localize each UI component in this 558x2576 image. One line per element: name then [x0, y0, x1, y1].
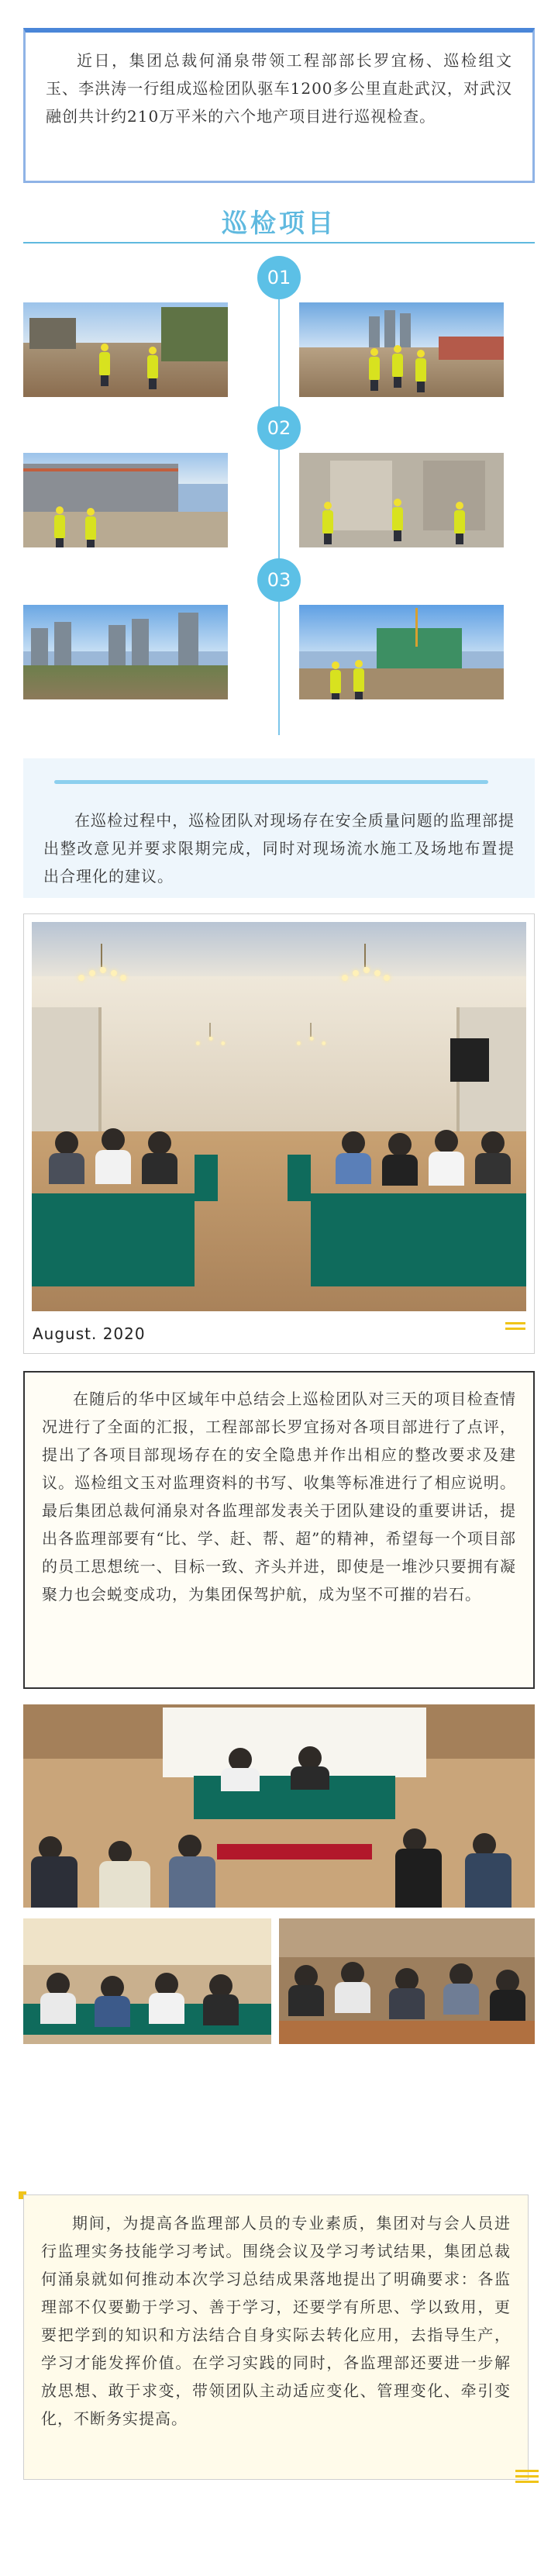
timeline-step-3: 03: [257, 558, 301, 602]
exam-box: [23, 2194, 529, 2480]
meeting-photo: [32, 922, 526, 1311]
meeting-photo-frame: [23, 913, 535, 1354]
meeting-date: August. 2020: [33, 1324, 146, 1343]
timeline-step-2: 02: [257, 406, 301, 450]
meeting-photo-right: [279, 1918, 535, 2044]
summary-text: 在随后的华中区域年中总结会上巡检团队对三天的项目检查情况进行了全面的汇报，工程部部长罗宜扬对各项目部进行了点评，提出了各项目部现场存在的安全隐患并作出相应的整改要求及建议。巡检组文玉对监理资料的书写、收集等标准进行了相应说明。最后集团总裁何涌泉对各监理部发表关于团队建设的重要讲话，提出各监理部要有“比、学、赶、帮、超”的精神，希望每一个项目部的员工思想统一、目标一致、齐头并进，即使是一堆沙只要拥有凝聚力也会蜕变成功，为集团保驾护航，成为坚不可摧的岩石。: [42, 1390, 516, 1604]
menu-lines-icon: [505, 1322, 525, 1335]
site-photo-2a: [23, 453, 228, 547]
site-photo-3a: [23, 605, 228, 699]
timeline-step-1: 01: [257, 256, 301, 299]
section-title: 巡检项目: [222, 208, 336, 238]
stacked-lines-icon: [515, 2470, 539, 2487]
inspection-note: [23, 758, 535, 898]
section-divider: [23, 242, 535, 243]
site-photo-1a: [23, 302, 228, 397]
site-photo-3b: [299, 605, 504, 699]
meeting-photo-left: [23, 1918, 271, 2044]
intro-text: 近日，集团总裁何涌泉带领工程部部长罗宜杨、巡检组文玉、李洪涛一行组成巡检团队驱车1200多公里直赴武汉，对武汉融创共计约210万平米的六个地产项目进行巡视检查。: [46, 51, 512, 126]
meeting-photo-stage: [23, 1704, 535, 1908]
exam-text: 期间，为提高各监理部人员的专业素质，集团对与会人员进行监理实务技能学习考试。围绕会议及学习考试结果，集团总裁何涌泉就如何推动本次学习总结成果落地提出了明确要求：各监理部不仅要勤于学习、善于学习，还要学有所思、学以致用，更要把学到的知识和方法结合自身实际去转化应用，去指导生产，学习才能发挥价值。在学习实践的同时，各监理部还要进一步解放思想、敢于求变，带领团队主动适应变化、管理变化、牵引变化，不断务实提高。: [41, 2214, 511, 2428]
timeline-line: [278, 293, 280, 735]
summary-box: [23, 1371, 535, 1689]
note-accent-bar: [54, 780, 488, 784]
inspection-note-text: 在巡检过程中，巡检团队对现场存在安全质量问题的监理部提出整改意见并要求限期完成，同时对现场流水施工及场地布置提出合理化的建议。: [43, 811, 515, 886]
site-photo-2b: [299, 453, 504, 547]
site-photo-1b: [299, 302, 504, 397]
intro-box: [23, 28, 535, 183]
